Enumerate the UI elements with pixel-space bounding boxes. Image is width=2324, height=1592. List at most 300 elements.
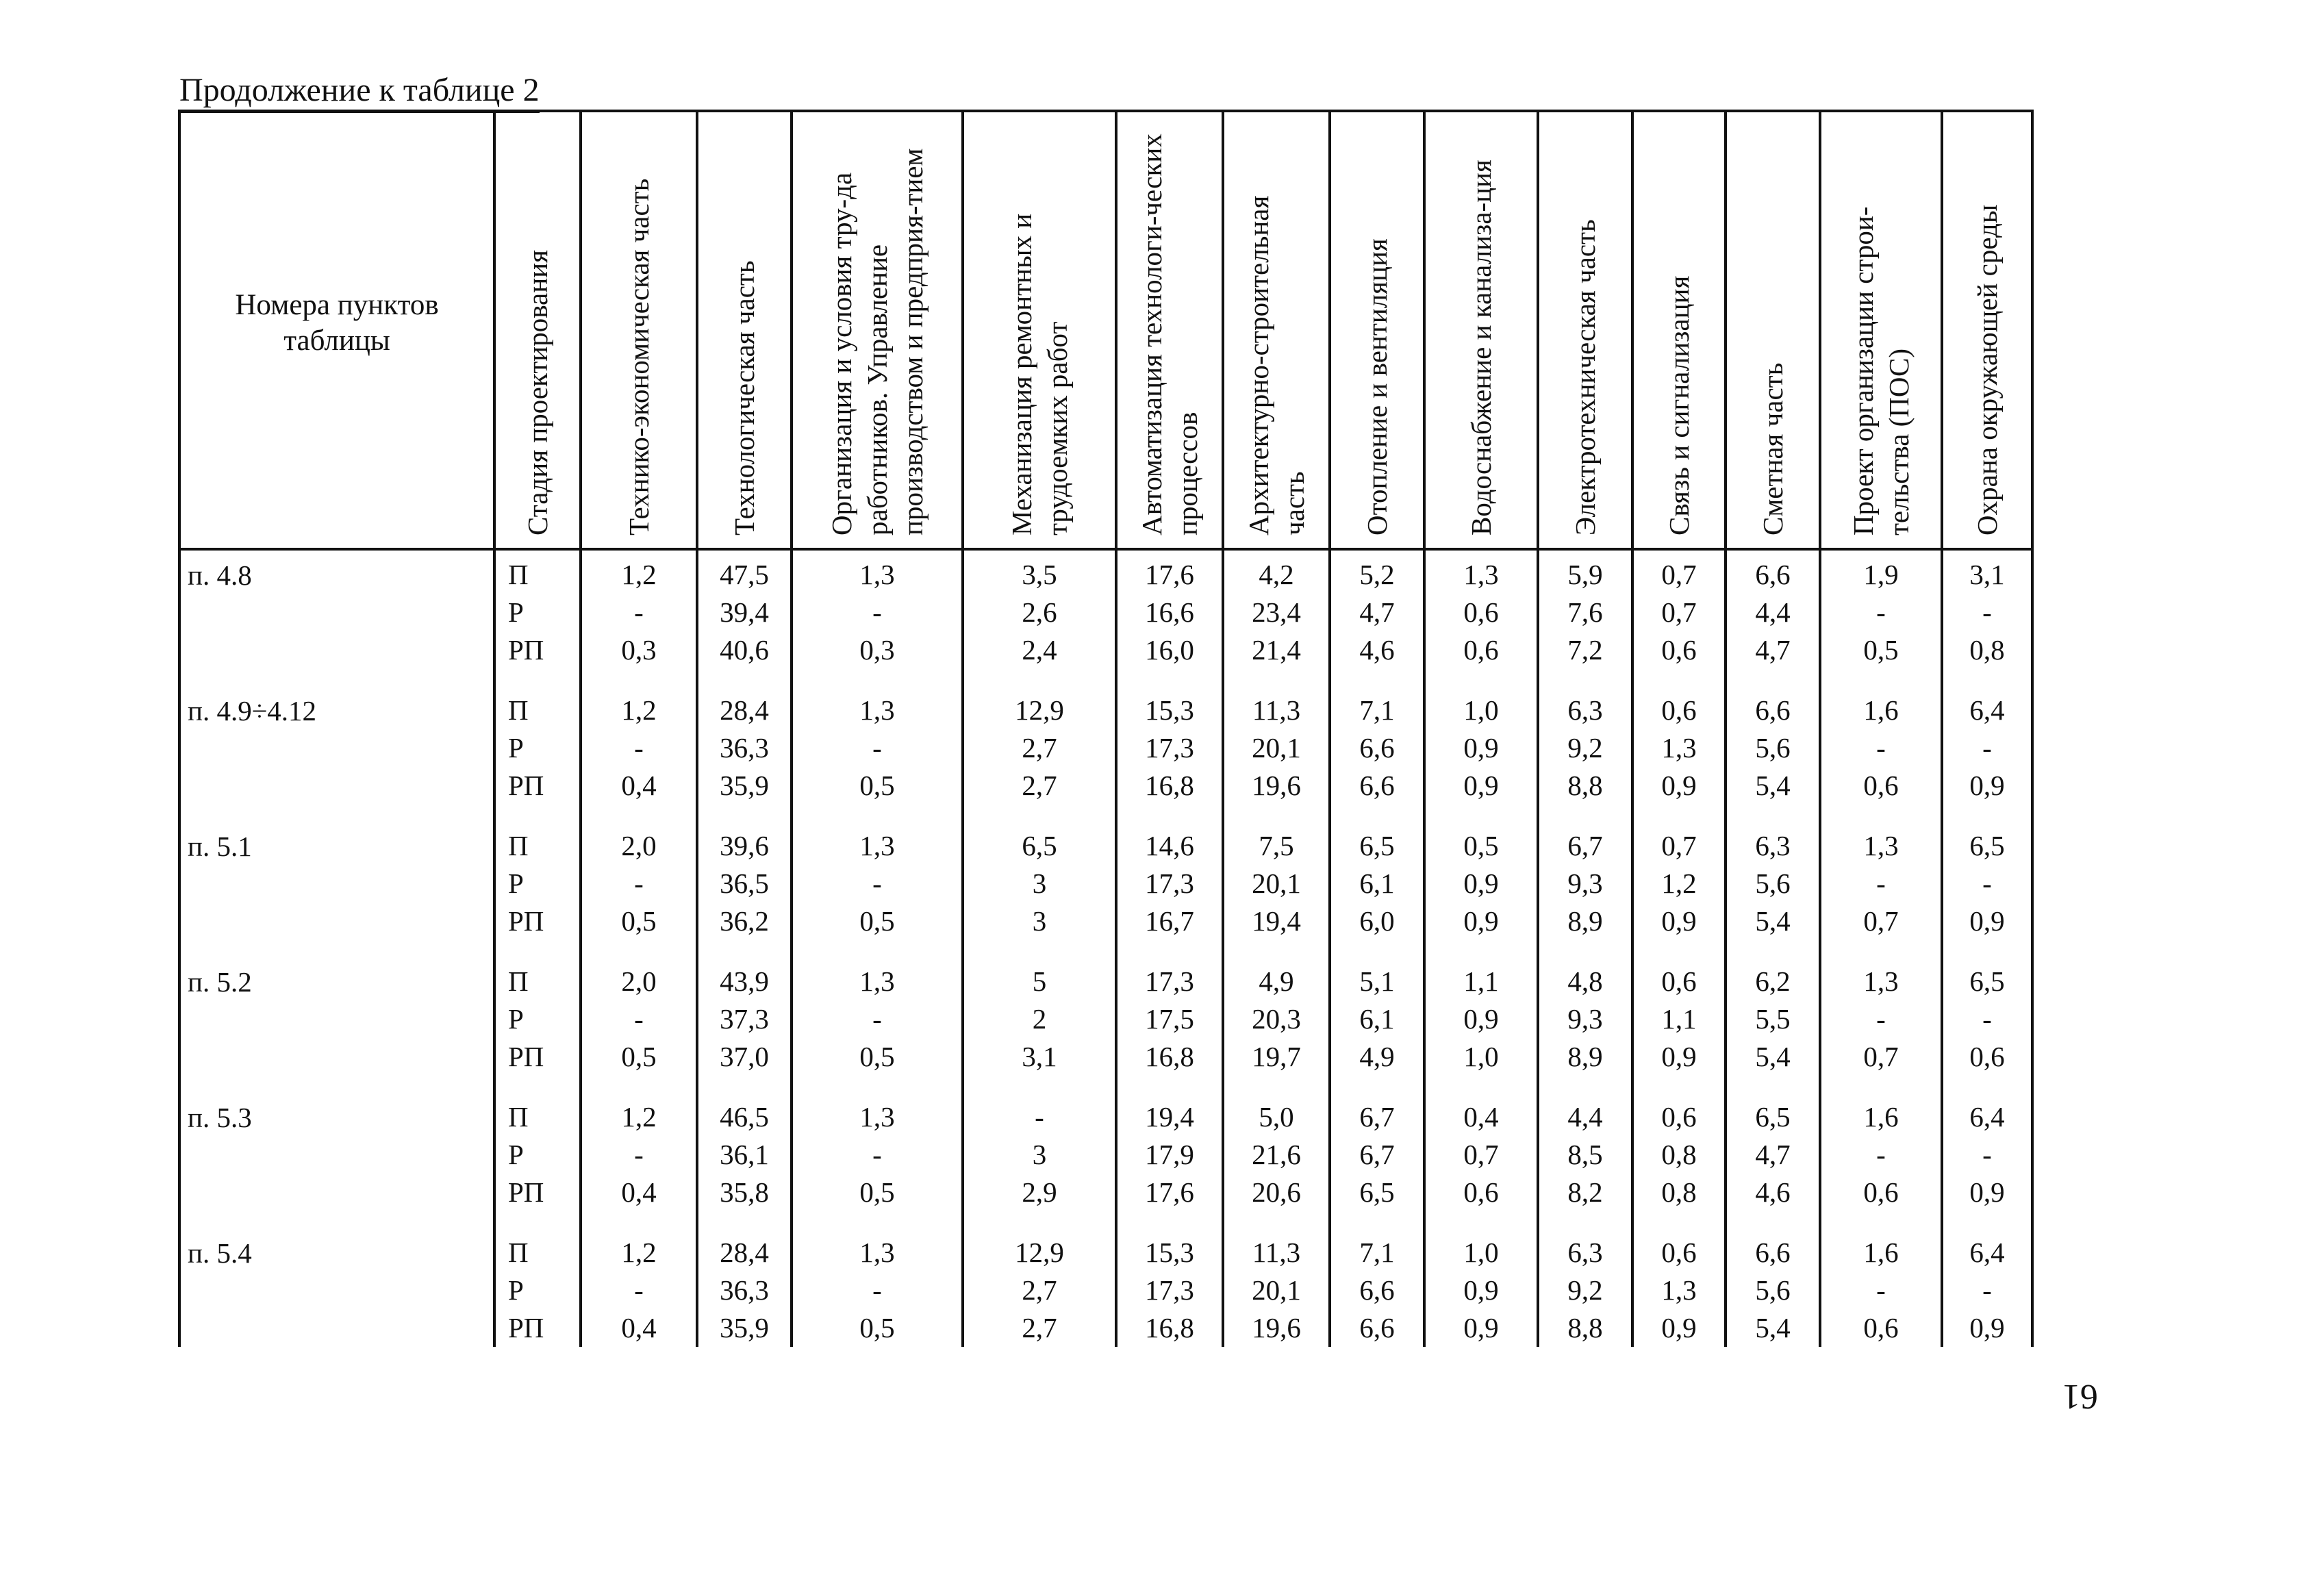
table-cell: 6,4 xyxy=(1969,694,2005,726)
table-cell: - xyxy=(1876,868,1886,899)
table-cell: - xyxy=(1982,868,1992,899)
table-cell: 9,3 xyxy=(1567,868,1603,899)
table-cell-column xyxy=(1820,692,1942,805)
table-cell-column xyxy=(697,692,792,805)
column-header-label: Проект организации строи-тельства (ПОС) xyxy=(1847,206,1915,535)
table-cell: 1,3 xyxy=(859,694,895,726)
table-cell: 8,8 xyxy=(1567,1312,1603,1343)
table-cell: П xyxy=(508,1101,529,1133)
table-cell: 5,2 xyxy=(1359,559,1395,590)
table-cell: 35,9 xyxy=(720,1312,769,1343)
table-cell: 36,2 xyxy=(720,905,769,937)
table-cell-column xyxy=(494,827,581,940)
column-header xyxy=(1538,112,1632,548)
table-cell: 5,4 xyxy=(1755,1312,1791,1343)
table-cell: 2,9 xyxy=(1022,1176,1057,1208)
table-cell: 1,2 xyxy=(1661,868,1697,899)
table-cell: 1,3 xyxy=(1661,1274,1697,1306)
table-cell: 0,5 xyxy=(621,905,657,937)
table-cell: 1,3 xyxy=(1661,732,1697,763)
table-cell-column xyxy=(1424,556,1538,669)
table-cell: Р xyxy=(508,596,524,628)
table-cell: 0,7 xyxy=(1661,596,1697,628)
table-cell: 16,0 xyxy=(1145,634,1194,666)
table-cell: 9,2 xyxy=(1567,1274,1603,1306)
table-cell: 0,7 xyxy=(1661,559,1697,590)
table-cell-column xyxy=(792,1098,963,1211)
table-cell-column xyxy=(1330,827,1424,940)
table-cell: 8,5 xyxy=(1567,1139,1603,1170)
table-cell: 47,5 xyxy=(720,559,769,590)
table-cell: 6,1 xyxy=(1359,868,1395,899)
table-cell: 5,5 xyxy=(1755,1003,1791,1035)
column-header-label: Автоматизация технологи-ческих процессов xyxy=(1136,134,1203,535)
table-cell: 6,7 xyxy=(1567,830,1603,861)
table-cell-column xyxy=(1424,963,1538,1076)
table-cell: 5,1 xyxy=(1359,965,1395,997)
table-cell-column xyxy=(494,963,581,1076)
table-cell: 1,1 xyxy=(1463,965,1499,997)
table-cell-column xyxy=(494,1234,581,1347)
table-cell-column xyxy=(1632,827,1726,940)
table-cell: 19,6 xyxy=(1252,1312,1301,1343)
table-cell: 36,3 xyxy=(720,732,769,763)
table-cell: Р xyxy=(508,1274,524,1306)
table-cell: 6,5 xyxy=(1755,1101,1791,1133)
table-cell-column xyxy=(963,1098,1116,1211)
table-cell: 7,2 xyxy=(1567,634,1603,666)
table-cell: 15,3 xyxy=(1145,694,1194,726)
table-cell: 37,3 xyxy=(720,1003,769,1035)
column-header xyxy=(1424,112,1538,548)
table-cell: 0,6 xyxy=(1661,1237,1697,1268)
table-cell: 17,3 xyxy=(1145,868,1194,899)
table-cell: 20,1 xyxy=(1252,868,1301,899)
table-cell: 6,1 xyxy=(1359,1003,1395,1035)
table-cell: 1,2 xyxy=(621,559,657,590)
table-cell: 16,6 xyxy=(1145,596,1194,628)
column-header-label: Сметная часть xyxy=(1757,362,1789,535)
table-cell: 8,2 xyxy=(1567,1176,1603,1208)
table-cell: 4,2 xyxy=(1259,559,1294,590)
table-cell: 0,4 xyxy=(621,1176,657,1208)
table-cell: 6,6 xyxy=(1359,1312,1395,1343)
table-cell: 3 xyxy=(1032,905,1047,937)
table-cell-column xyxy=(792,963,963,1076)
page-number: 61 xyxy=(2062,1377,2098,1416)
table-cell-column xyxy=(1726,556,1820,669)
table-cell: - xyxy=(872,596,882,628)
table-cell-column xyxy=(697,963,792,1076)
table-cell-column xyxy=(1726,827,1820,940)
table-row-group xyxy=(179,1230,2032,1365)
table-cell: 20,1 xyxy=(1252,732,1301,763)
table-cell: - xyxy=(872,1274,882,1306)
table-cell: Р xyxy=(508,1139,524,1170)
table-cell-column xyxy=(1820,556,1942,669)
table-cell: - xyxy=(1035,1101,1044,1133)
table-cell-column xyxy=(1538,692,1632,805)
column-header-label: Водоснабжение и канализа-ция xyxy=(1465,160,1497,535)
table-cell: 6,5 xyxy=(1359,830,1395,861)
table-cell: 4,6 xyxy=(1359,634,1395,666)
table-cell: 0,5 xyxy=(859,905,895,937)
table-cell-column xyxy=(581,1098,697,1211)
table-cell: 7,1 xyxy=(1359,694,1395,726)
table-cell: 5,4 xyxy=(1755,770,1791,801)
table-cell: 14,6 xyxy=(1145,830,1194,861)
table-cell: 0,9 xyxy=(1463,732,1499,763)
table-cell: 2,0 xyxy=(621,830,657,861)
table-cell: 5,6 xyxy=(1755,732,1791,763)
table-cell: 0,8 xyxy=(1661,1176,1697,1208)
table-cell: 5,4 xyxy=(1755,905,1791,937)
table-cell: 5,9 xyxy=(1567,559,1603,590)
table-cell-column xyxy=(1223,1234,1330,1347)
column-header xyxy=(1116,112,1223,548)
table-cell-column xyxy=(1424,827,1538,940)
table-cell: 6,5 xyxy=(1969,830,2005,861)
table-cell-column xyxy=(1632,692,1726,805)
table-cell: 40,6 xyxy=(720,634,769,666)
table-cell: 6,5 xyxy=(1969,965,2005,997)
table-cell-column xyxy=(1632,1098,1726,1211)
table-caption: Продолжение к таблице 2 xyxy=(179,70,540,113)
table-cell: 0,4 xyxy=(621,770,657,801)
table-cell: РП xyxy=(508,905,544,937)
table-cell: 17,9 xyxy=(1145,1139,1194,1170)
table-cell: 3,5 xyxy=(1022,559,1057,590)
table-cell: 0,9 xyxy=(1463,1312,1499,1343)
table-cell: 0,9 xyxy=(1463,1003,1499,1035)
table-cell: 0,3 xyxy=(621,634,657,666)
table-cell: 4,7 xyxy=(1755,634,1791,666)
table-cell: 8,8 xyxy=(1567,770,1603,801)
table-cell: - xyxy=(872,732,882,763)
table-cell-column xyxy=(792,827,963,940)
table-cell: 43,9 xyxy=(720,965,769,997)
table-cell: 6,6 xyxy=(1359,1274,1395,1306)
table-cell: 37,0 xyxy=(720,1041,769,1072)
table-cell: - xyxy=(1982,1139,1992,1170)
table-cell: Р xyxy=(508,868,524,899)
table-cell-column xyxy=(1116,692,1223,805)
table-cell-column xyxy=(494,556,581,669)
table-cell: 20,3 xyxy=(1252,1003,1301,1035)
table-cell-column xyxy=(581,963,697,1076)
table-cell: 4,9 xyxy=(1359,1041,1395,1072)
table-cell: 9,3 xyxy=(1567,1003,1603,1035)
table-cell-column xyxy=(1538,827,1632,940)
table-cell: 1,2 xyxy=(621,1237,657,1268)
table-cell: 0,9 xyxy=(1969,905,2005,937)
table-cell: 0,9 xyxy=(1969,1176,2005,1208)
table-cell: 35,8 xyxy=(720,1176,769,1208)
table-cell: 39,4 xyxy=(720,596,769,628)
column-header xyxy=(1330,112,1424,548)
table-cell: 5,6 xyxy=(1755,868,1791,899)
table-cell: 6,4 xyxy=(1969,1101,2005,1133)
table-cell-column xyxy=(1942,1234,2032,1347)
table-cell: 0,5 xyxy=(621,1041,657,1072)
table-cell: 6,6 xyxy=(1755,559,1791,590)
table-cell: 0,9 xyxy=(1463,905,1499,937)
row-group-label: п. 5.2 xyxy=(188,966,252,998)
table-cell: 0,5 xyxy=(859,1176,895,1208)
table-cell: 6,6 xyxy=(1755,694,1791,726)
table-cell: 4,4 xyxy=(1755,596,1791,628)
table-row-group xyxy=(179,1094,2032,1230)
table-cell-column xyxy=(1330,1234,1424,1347)
table-cell-column xyxy=(1116,556,1223,669)
table-cell: 12,9 xyxy=(1015,1237,1064,1268)
table-cell: 3,1 xyxy=(1969,559,2005,590)
table-cell: 2,7 xyxy=(1022,770,1057,801)
table-cell: 0,8 xyxy=(1969,634,2005,666)
table-cell: 0,8 xyxy=(1661,1139,1697,1170)
header-bottom-border xyxy=(179,548,2032,551)
column-header-label: Электротехническая часть xyxy=(1569,219,1601,535)
table-cell: 11,3 xyxy=(1252,694,1301,726)
table-cell-column xyxy=(494,692,581,805)
table-cell: - xyxy=(1982,1274,1992,1306)
table-cell: 39,6 xyxy=(720,830,769,861)
table-cell: 5,6 xyxy=(1755,1274,1791,1306)
table-cell: П xyxy=(508,1237,529,1268)
table-cell: 19,4 xyxy=(1145,1101,1194,1133)
table-cell: 0,5 xyxy=(859,770,895,801)
column-header-label: Отопление и вентиляция xyxy=(1361,238,1393,535)
table-cell-column xyxy=(1223,963,1330,1076)
table-cell: 8,9 xyxy=(1567,1041,1603,1072)
table-cell-column xyxy=(1820,827,1942,940)
table-row-group xyxy=(179,823,2032,959)
table-cell-column xyxy=(1223,556,1330,669)
table-cell: 1,9 xyxy=(1863,559,1899,590)
table-cell: 0,6 xyxy=(1863,1176,1899,1208)
table-cell: 0,5 xyxy=(1863,634,1899,666)
table-cell-column xyxy=(1726,963,1820,1076)
table-cell-column xyxy=(1116,963,1223,1076)
table-cell: 16,8 xyxy=(1145,770,1194,801)
table-cell: 6,3 xyxy=(1567,1237,1603,1268)
table-cell: 0,6 xyxy=(1463,1176,1499,1208)
table-cell: РП xyxy=(508,1312,544,1343)
table-cell-column xyxy=(1223,827,1330,940)
table-cell-column xyxy=(1632,1234,1726,1347)
table-cell: 0,6 xyxy=(1463,596,1499,628)
table-cell: 5,0 xyxy=(1259,1101,1294,1133)
column-header xyxy=(1223,112,1330,548)
table-cell: - xyxy=(634,1274,644,1306)
table-cell-column xyxy=(581,556,697,669)
table-cell: 0,9 xyxy=(1463,1274,1499,1306)
table-cell-column xyxy=(963,827,1116,940)
row-group-label: п. 5.3 xyxy=(188,1102,252,1133)
table-cell-column xyxy=(1942,556,2032,669)
table-cell: 0,7 xyxy=(1863,905,1899,937)
table-cell: 46,5 xyxy=(720,1101,769,1133)
table-cell: 0,3 xyxy=(859,634,895,666)
table-cell: РП xyxy=(508,1176,544,1208)
table-cell: РП xyxy=(508,634,544,666)
table-cell: 16,8 xyxy=(1145,1041,1194,1072)
column-header-label: Технико-экономическая часть xyxy=(623,178,655,535)
table-cell: 4,8 xyxy=(1567,965,1603,997)
table-cell: 0,6 xyxy=(1969,1041,2005,1072)
table-cell: 1,3 xyxy=(859,559,895,590)
table-cell: 3 xyxy=(1032,868,1047,899)
table-cell-column xyxy=(697,1098,792,1211)
column-header-label: Архитектурно-строительная часть xyxy=(1243,195,1310,535)
table-cell-column xyxy=(1424,1234,1538,1347)
table-cell: 0,6 xyxy=(1863,770,1899,801)
table-cell: 0,9 xyxy=(1969,770,2005,801)
table-cell: П xyxy=(508,559,529,590)
table-cell-column xyxy=(1820,963,1942,1076)
table-cell: 6,4 xyxy=(1969,1237,2005,1268)
table-row-group xyxy=(179,552,2032,687)
table-cell: 0,9 xyxy=(1463,770,1499,801)
row-group-label: п. 5.1 xyxy=(188,831,252,862)
table-cell: 12,9 xyxy=(1015,694,1064,726)
table-cell: 3,1 xyxy=(1022,1041,1057,1072)
table-cell-column xyxy=(1538,1234,1632,1347)
table-cell: - xyxy=(872,868,882,899)
table-cell: - xyxy=(634,1139,644,1170)
table-cell-column xyxy=(1223,692,1330,805)
column-header-label: Связь и сигнализация xyxy=(1663,275,1695,535)
table-cell: РП xyxy=(508,1041,544,1072)
table-cell: 36,3 xyxy=(720,1274,769,1306)
table-row-group xyxy=(179,687,2032,823)
column-header-label: Организация и условия тру-да работников. Управление производством и предприя-тием xyxy=(826,148,929,535)
table-cell: П xyxy=(508,830,529,861)
table-cell: - xyxy=(1876,596,1886,628)
table-cell: - xyxy=(634,1003,644,1035)
table-cell: 36,5 xyxy=(720,868,769,899)
table-cell-column xyxy=(1820,1234,1942,1347)
table-cell-column xyxy=(1726,1234,1820,1347)
table-cell: 17,6 xyxy=(1145,1176,1194,1208)
table-cell-column xyxy=(1942,692,2032,805)
table-cell: 1,3 xyxy=(1863,830,1899,861)
table-cell-column xyxy=(963,692,1116,805)
header-item-numbers: Номера пунктов таблицы xyxy=(235,289,439,357)
table-cell: 1,1 xyxy=(1661,1003,1697,1035)
table-cell: 35,9 xyxy=(720,770,769,801)
table-cell: 0,4 xyxy=(621,1312,657,1343)
row-group-label: п. 4.9÷4.12 xyxy=(188,695,316,726)
table-cell: 3 xyxy=(1032,1139,1047,1170)
column-header-label: Технологическая часть xyxy=(729,260,760,535)
table-cell: 0,9 xyxy=(1661,1041,1697,1072)
table-cell: 6,7 xyxy=(1359,1139,1395,1170)
table-cell: 0,5 xyxy=(859,1041,895,1072)
table-cell: 2,7 xyxy=(1022,732,1057,763)
table-cell: 1,3 xyxy=(1863,965,1899,997)
table-cell: 6,3 xyxy=(1567,694,1603,726)
column-header-label: Стадия проектирования xyxy=(522,250,553,535)
table-cell: 4,4 xyxy=(1567,1101,1603,1133)
table-cell: П xyxy=(508,694,529,726)
table-cell: 28,4 xyxy=(720,694,769,726)
table-cell: 1,6 xyxy=(1863,694,1899,726)
table-cell: 20,6 xyxy=(1252,1176,1301,1208)
table-cell-column xyxy=(1538,556,1632,669)
table-cell: 0,6 xyxy=(1661,634,1697,666)
table-cell-column xyxy=(1538,1098,1632,1211)
table-cell: 11,3 xyxy=(1252,1237,1301,1268)
table-cell-column xyxy=(1726,692,1820,805)
table-cell-column xyxy=(1942,1098,2032,1211)
table-cell: 2,0 xyxy=(621,965,657,997)
table-cell: 1,6 xyxy=(1863,1237,1899,1268)
table-cell: 0,6 xyxy=(1863,1312,1899,1343)
table-cell-column xyxy=(581,827,697,940)
table-cell: 4,6 xyxy=(1755,1176,1791,1208)
table-cell: 1,3 xyxy=(859,1237,895,1268)
table-cell: РП xyxy=(508,770,544,801)
table-cell: - xyxy=(1876,1139,1886,1170)
table-cell-column xyxy=(697,1234,792,1347)
data-table xyxy=(179,110,2032,1347)
table-cell-column xyxy=(697,556,792,669)
table-cell-column xyxy=(1632,963,1726,1076)
table-cell: 6,7 xyxy=(1359,1101,1395,1133)
table-cell-column xyxy=(963,556,1116,669)
table-cell: 0,5 xyxy=(859,1312,895,1343)
table-cell: 6,0 xyxy=(1359,905,1395,937)
table-cell: 6,6 xyxy=(1359,770,1395,801)
row-group-label: п. 4.8 xyxy=(188,559,252,591)
table-cell: 23,4 xyxy=(1252,596,1301,628)
table-cell: - xyxy=(1982,596,1992,628)
table-cell: 17,6 xyxy=(1145,559,1194,590)
table-cell-column xyxy=(1538,963,1632,1076)
table-cell-column xyxy=(1116,1098,1223,1211)
table-cell-column xyxy=(1330,692,1424,805)
table-cell: 21,4 xyxy=(1252,634,1301,666)
table-cell: - xyxy=(634,596,644,628)
table-cell: 0,6 xyxy=(1463,634,1499,666)
table-cell: 0,4 xyxy=(1463,1101,1499,1133)
table-cell: 0,7 xyxy=(1661,830,1697,861)
table-cell: 1,3 xyxy=(859,1101,895,1133)
table-cell-column xyxy=(1330,963,1424,1076)
table-cell: 6,5 xyxy=(1359,1176,1395,1208)
table-cell-column xyxy=(1942,827,2032,940)
table-cell: 7,5 xyxy=(1259,830,1294,861)
table-cell-column xyxy=(697,827,792,940)
table-cell: 1,0 xyxy=(1463,1237,1499,1268)
column-header xyxy=(1820,112,1942,548)
table-cell: 1,3 xyxy=(859,830,895,861)
table-cell: 0,5 xyxy=(1463,830,1499,861)
table-cell-column xyxy=(1424,692,1538,805)
table-cell: 0,9 xyxy=(1661,1312,1697,1343)
table-cell: 0,9 xyxy=(1661,770,1697,801)
table-cell: 5,4 xyxy=(1755,1041,1791,1072)
table-cell: 2,6 xyxy=(1022,596,1057,628)
table-cell-column xyxy=(963,963,1116,1076)
table-cell: 5 xyxy=(1032,965,1047,997)
table-cell: 8,9 xyxy=(1567,905,1603,937)
table-cell-column xyxy=(963,1234,1116,1347)
table-cell: 2,7 xyxy=(1022,1274,1057,1306)
table-cell-column xyxy=(792,692,963,805)
table-cell: 2,4 xyxy=(1022,634,1057,666)
